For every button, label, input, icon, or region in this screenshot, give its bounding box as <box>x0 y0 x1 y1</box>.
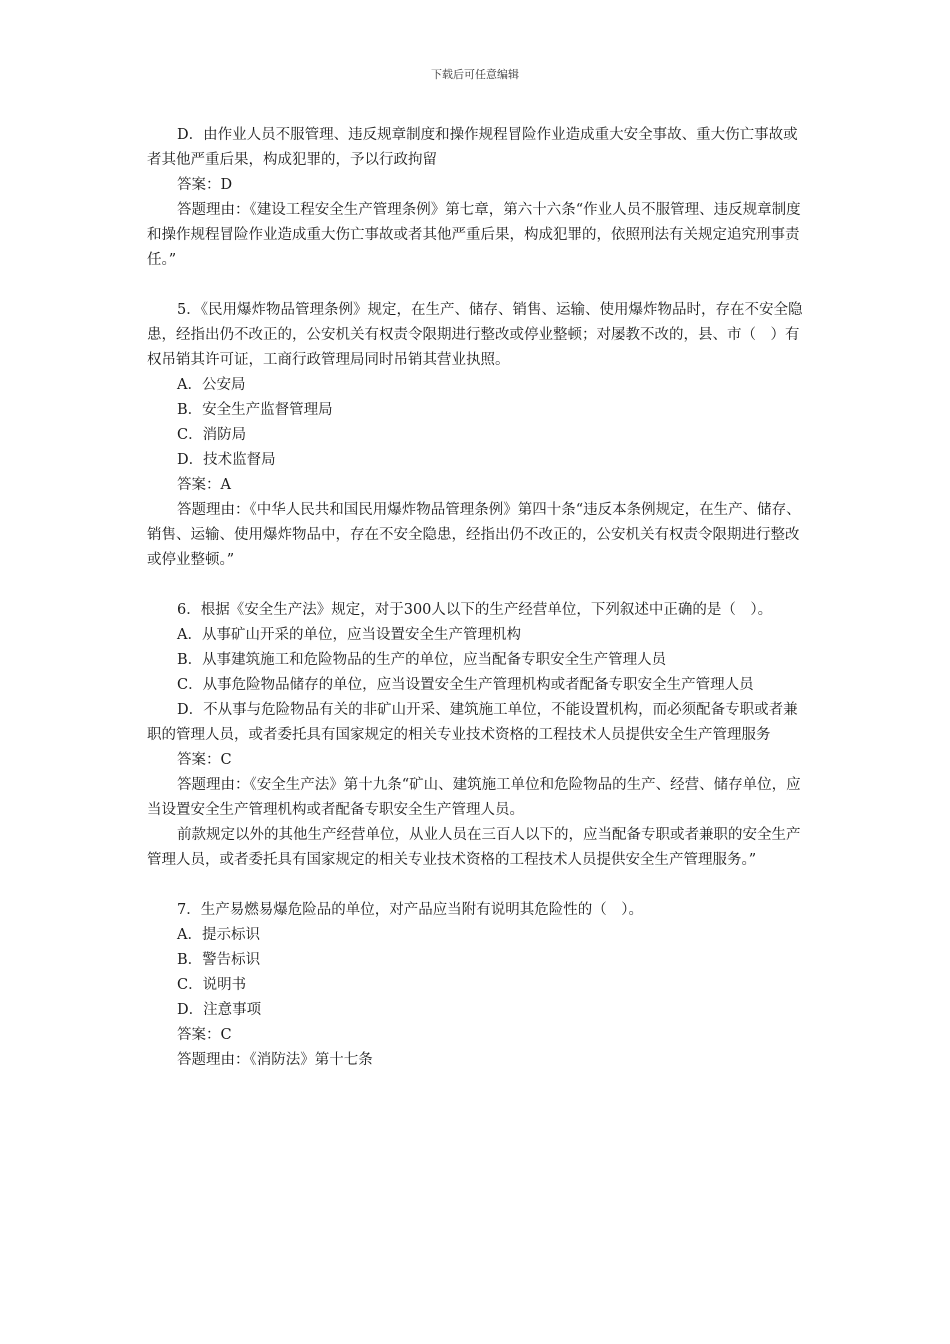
q7-option-d: D．注意事项 <box>177 1002 262 1018</box>
q5-stem: 5．《民用爆炸物品管理条例》规定，在生产、储存、销售、运输、使用爆炸物品时，存在不安全隐患，经指出仍不改正的，公安机关有权责令限期进行整改或停业整顿；对屡教不改的，县、市（ ）有权吊销其许可证，工商行政管理局同时吊销其营业执照。 <box>147 302 803 368</box>
paragraph-gap <box>147 873 809 898</box>
document-body <box>147 123 809 1073</box>
q6-option-a: A．从事矿山开采的单位，应当设置安全生产管理机构 <box>177 627 521 643</box>
q7-answer: 答案：C <box>177 1027 232 1043</box>
q7-stem: 7．生产易燃易爆危险品的单位，对产品应当附有说明其危险性的（ ）。 <box>177 902 643 918</box>
q6-reason: 答题理由：《安全生产法》第十九条“矿山、建筑施工单位和危险物品的生产、经营、储存单位，应当设置安全生产管理机构或者配备专职安全生产管理人员。 <box>147 777 801 818</box>
paragraph-gap <box>147 573 809 598</box>
q5-option-d: D．技术监督局 <box>177 452 276 468</box>
q7-reason: 答题理由：《消防法》第十七条 <box>177 1052 373 1068</box>
q6-option-b: B．从事建筑施工和危险物品的生产的单位，应当配备专职安全生产管理人员 <box>177 652 667 668</box>
q7-option-b: B．警告标识 <box>177 952 261 968</box>
q4-option-d: D．由作业人员不服管理、违反规章制度和操作规程冒险作业造成重大安全事故、重大伤亡事故或者其他严重后果，构成犯罪的，予以行政拘留 <box>147 127 798 168</box>
q5-answer: 答案：A <box>177 477 231 493</box>
q4-answer: 答案：D <box>177 177 233 193</box>
page-header: 下载后可任意编辑 <box>431 68 519 81</box>
q7-option-c: C．说明书 <box>177 977 247 993</box>
q5-option-b: B．安全生产监督管理局 <box>177 402 333 418</box>
q4-reason: 答题理由：《建设工程安全生产管理条例》第七章，第六十六条“作业人员不服管理、违反规章制度和操作规程冒险作业造成重大伤亡事故或者其他严重后果，构成犯罪的，依照刑法有关规定追究刑事责任。” <box>147 202 801 268</box>
q6-stem: 6．根据《安全生产法》规定，对于300人以下的生产经营单位，下列叙述中正确的是（ ）。 <box>177 602 773 618</box>
q6-option-d: D．不从事与危险物品有关的非矿山开采、建筑施工单位，不能设置机构，而必须配备专职或者兼职的管理人员，或者委托具有国家规定的相关专业技术资格的工程技术人员提供安全生产管理服务 <box>147 702 798 743</box>
q7-option-a: A．提示标识 <box>177 927 260 943</box>
q5-reason: 答题理由：《中华人民共和国民用爆炸物品管理条例》第四十条“违反本条例规定，在生产、储存、销售、运输、使用爆炸物品中，存在不安全隐患，经指出仍不改正的，公安机关有权责令限期进行整改或停业整顿。” <box>147 502 801 568</box>
q6-option-c: C．从事危险物品储存的单位，应当设置安全生产管理机构或者配备专职安全生产管理人员 <box>177 677 754 693</box>
paragraph-gap <box>147 273 809 298</box>
q5-option-c: C．消防局 <box>177 427 247 443</box>
q5-option-a: A．公安局 <box>177 377 246 393</box>
q6-reason-2: 前款规定以外的其他生产经营单位，从业人员在三百人以下的，应当配备专职或者兼职的安全生产管理人员，或者委托具有国家规定的相关专业技术资格的工程技术人员提供安全生产管理服务。” <box>147 827 801 868</box>
q6-answer: 答案：C <box>177 752 232 768</box>
